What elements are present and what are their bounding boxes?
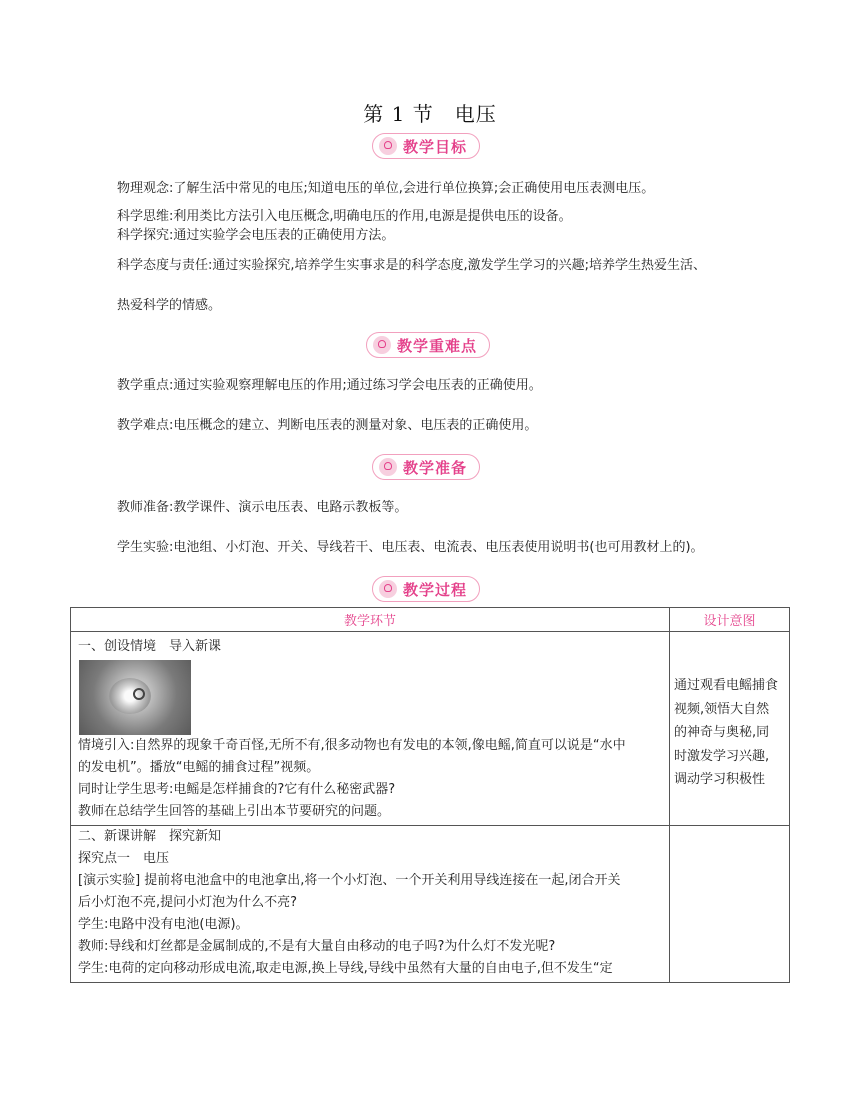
intent-line: 通过观看电鳐捕食	[674, 678, 779, 693]
section-badge-goals	[372, 133, 480, 159]
section-badge-preparation	[372, 454, 480, 480]
section-label: 教学目标	[403, 137, 468, 156]
lotus-icon	[379, 137, 397, 155]
section-label: 教学准备	[403, 458, 468, 477]
lotus-icon	[379, 580, 397, 598]
lotus-icon	[373, 336, 391, 354]
intent-line: 调动学习积极性	[674, 772, 766, 787]
page-title: 第 1 节 电压	[363, 102, 497, 126]
step-line: 探究点一 电压	[78, 851, 170, 866]
section-badge-key-points	[366, 332, 490, 358]
step-cell	[71, 826, 670, 983]
step-line: 后小灯泡不亮,提问小灯泡为什么不亮?	[78, 895, 298, 910]
step-line: 二、新课讲解 探究新知	[78, 829, 222, 844]
process-table	[70, 607, 790, 983]
goal-physics-concept: 物理观念:了解生活中常见的电压;知道电压的单位,会进行单位换算;会正确使用电压表测电压。	[117, 181, 655, 196]
step-line: 教师:导线和灯丝都是金属制成的,不是有大量自由移动的电子吗?为什么灯不发光呢?	[78, 939, 556, 954]
electric-ray-image	[79, 660, 191, 735]
step-line: 情境引入:自然界的现象千奇百怪,无所不有,很多动物也有发电的本领,像电鳐,简直可以说是“水中	[78, 738, 626, 753]
prep-student: 学生实验:电池组、小灯泡、开关、导线若干、电压表、电流表、电压表使用说明书(也可用教材上的)。	[117, 540, 704, 555]
step-line: 同时让学生思考:电鳐是怎样捕食的?它有什么秘密武器?	[78, 782, 396, 797]
header-design-intent: 设计意图	[670, 608, 790, 632]
step-line: [演示实验] 提前将电池盒中的电池拿出,将一个小灯泡、一个开关利用导线连接在一起,闭合开关	[78, 873, 621, 888]
intent-line: 视频,领悟大自然	[674, 701, 770, 717]
lotus-icon	[379, 458, 397, 476]
step-line: 教师在总结学生回答的基础上引出本节要研究的问题。	[78, 804, 391, 819]
section-label: 教学重难点	[397, 336, 478, 355]
step-line: 的发电机”。播放“电鳐的捕食过程”视频。	[78, 760, 320, 775]
table-row	[71, 632, 790, 826]
section-label: 教学过程	[403, 580, 468, 599]
key-focus: 教学重点:通过实验观察理解电压的作用;通过练习学会电压表的正确使用。	[117, 378, 542, 393]
goal-attitude-line2: 热爱科学的情感。	[117, 298, 222, 313]
step-line: 学生:电荷的定向移动形成电流,取走电源,换上导线,导线中虽然有大量的自由电子,但不发生“定	[78, 961, 613, 976]
key-difficulty: 教学难点:电压概念的建立、判断电压表的测量对象、电压表的正确使用。	[117, 418, 538, 433]
goal-scientific-inquiry: 科学探究:通过实验学会电压表的正确使用方法。	[117, 228, 395, 243]
section-badge-process	[372, 576, 480, 602]
intent-line: 的神奇与奥秘,同	[674, 725, 770, 740]
intent-text	[674, 674, 785, 792]
prep-teacher: 教师准备:教学课件、演示电压表、电路示教板等。	[117, 500, 408, 515]
step-cell	[71, 632, 670, 826]
goal-scientific-thinking: 科学思维:利用类比方法引入电压概念,明确电压的作用,电源是提供电压的设备。	[117, 209, 572, 224]
goal-attitude-line1: 科学态度与责任:通过实验探究,培养学生实事求是的科学态度,激发学生学习的兴趣;培养学生热爱生活、	[117, 258, 707, 273]
table-row	[71, 826, 790, 983]
step-heading: 一、创设情境 导入新课	[78, 639, 222, 654]
table-header-row	[71, 608, 790, 632]
intent-line: 时激发学习兴趣,	[674, 748, 770, 764]
intent-cell	[670, 632, 790, 826]
step-line: 学生:电路中没有电池(电源)。	[78, 917, 249, 932]
header-teaching-step: 教学环节	[71, 608, 670, 632]
intent-cell	[670, 826, 790, 983]
